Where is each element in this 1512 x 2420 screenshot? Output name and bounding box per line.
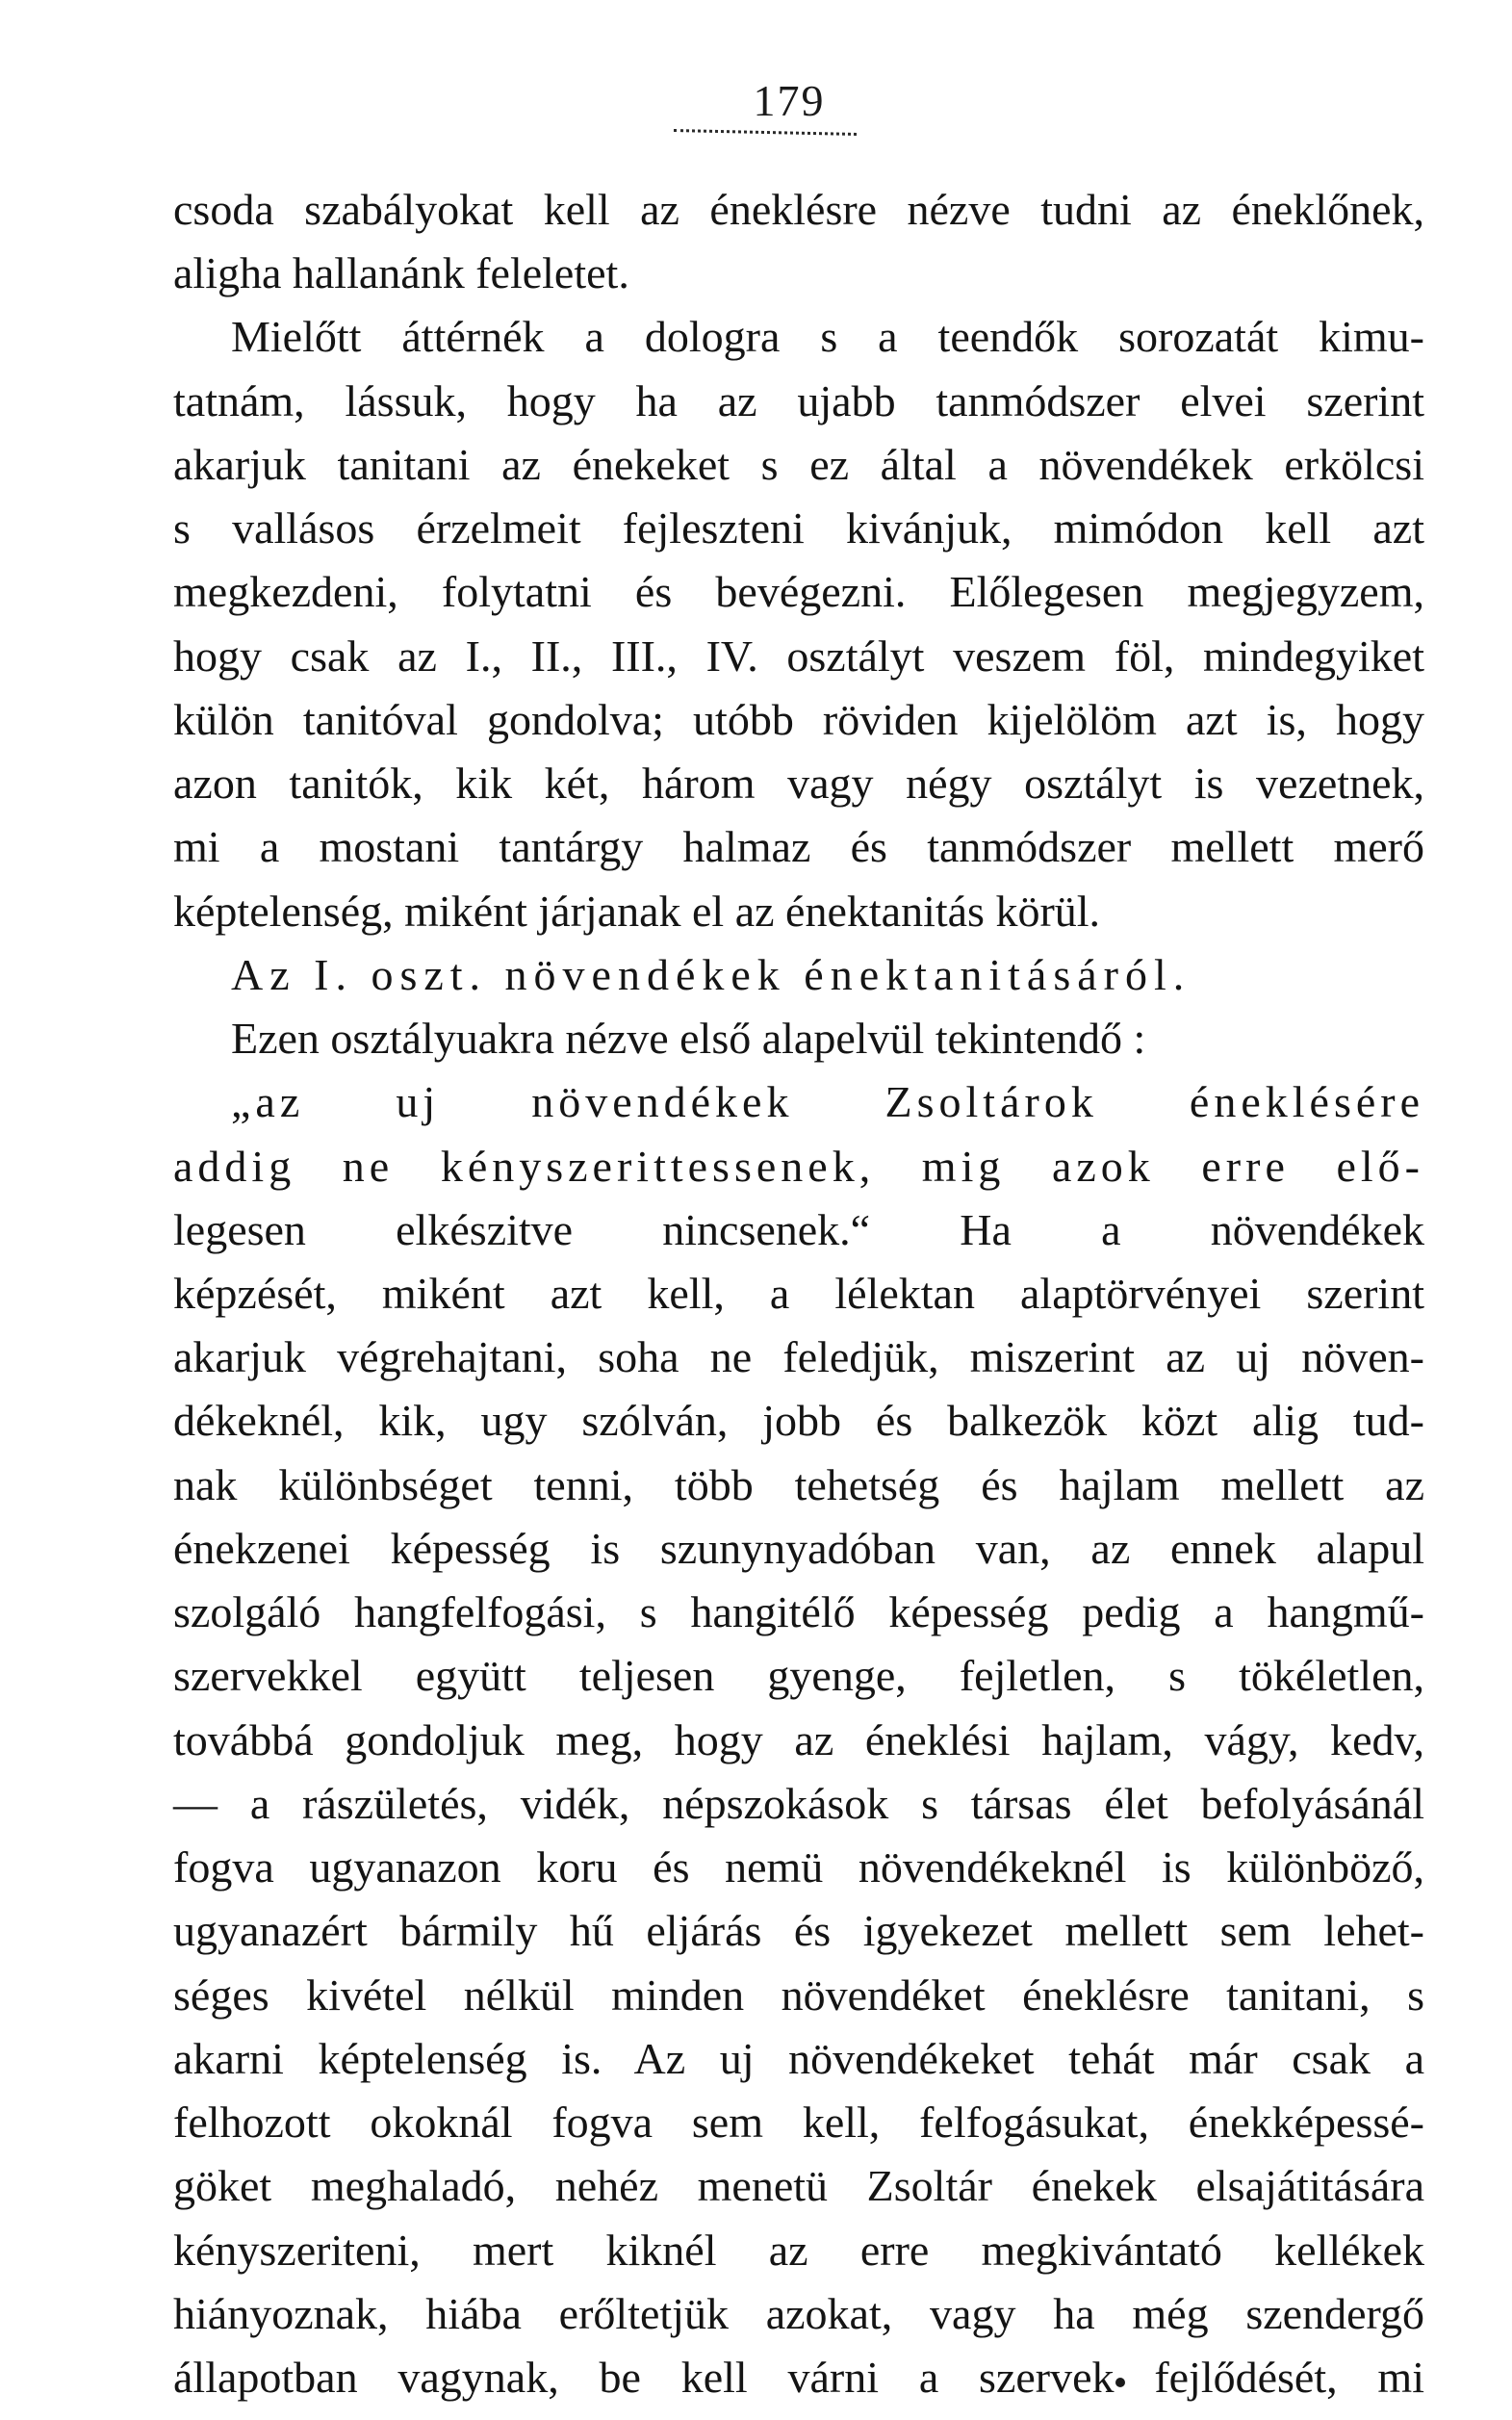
text-line: dékeknél, kik, ugy szólván, jobb és balkezök közt alig tud-: [173, 1396, 1424, 1445]
text-line: fogva ugyanazon koru és nemü növendékeknél is különböző,: [173, 1842, 1424, 1892]
text-line: ugyanazért bármily hű eljárás és igyekezet mellett sem lehet-: [173, 1906, 1424, 1955]
page-number-ornament-rule: [674, 129, 857, 136]
text-line: megkezdeni, folytatni és bevégezni. Előlegesen megjegyzem,: [173, 567, 1424, 616]
text-line: továbbá gondoljuk meg, hogy az éneklési hajlam, vágy, kedv,: [173, 1715, 1424, 1764]
text-line: akarjuk végrehajtani, soha ne feledjük, miszerint az uj növen-: [173, 1332, 1424, 1381]
text-line: séges kivétel nélkül minden növendéket éneklésre tanitani, s: [173, 1970, 1424, 2020]
text-line: s vallásos érzelmeit fejleszteni kivánjuk, mimódon kell azt: [173, 503, 1424, 553]
text-line: „az uj növendékek Zsoltárok éneklésére: [231, 1077, 1424, 1126]
text-line: mi a mostani tantárgy halmaz és tanmódszer mellett merő: [173, 822, 1424, 871]
text-line: Mielőtt áttérnék a dologra s a teendők sorozatát kimu-: [231, 312, 1424, 361]
text-line: azon tanitók, kik két, három vagy négy osztályt is vezetnek,: [173, 759, 1424, 808]
section-heading: Az I. oszt. növendékek énektanitásáról.: [231, 950, 1192, 999]
text-line: szolgáló hangfelfogási, s hangitélő képesség pedig a hangmű-: [173, 1587, 1424, 1636]
text-line: énekzenei képesség is szunynyadóban van, az ennek alapul: [173, 1524, 1424, 1573]
text-line: Ezen osztályuakra nézve első alapelvül tekintendő :: [231, 1014, 1146, 1063]
text-line: képtelenség, miként járjanak el az énektanitás körül.: [173, 887, 1101, 936]
text-line: felhozott okoknál fogva sem kell, felfogásukat, énekképessé-: [173, 2098, 1424, 2147]
page-number: 179: [753, 76, 826, 125]
text-line: aligha hallanánk feleletet.: [173, 248, 629, 297]
text-line: nak különbséget tenni, több tehetség és hajlam mellett az: [173, 1460, 1424, 1509]
text-line: hogy csak az I., II., III., IV. osztályt veszem föl, mindegyiket: [173, 631, 1424, 681]
text-line: csoda szabályokat kell az éneklésre nézve tudni az éneklőnek,: [173, 185, 1424, 234]
text-line: szervekkel együtt teljesen gyenge, fejletlen, s tökéletlen,: [173, 1651, 1424, 1700]
text-line: akarni képtelenség is. Az uj növendékeket tehát már csak a: [173, 2034, 1424, 2083]
text-line: legesen elkészitve nincsenek.“ Ha a növendékek: [173, 1205, 1424, 1254]
text-line: kényszeriteni, mert kiknél az erre megkivántató kellékek: [173, 2226, 1424, 2275]
text-line: — a rászületés, vidék, népszokások s társas élet befolyásánál: [173, 1779, 1424, 1828]
text-line: állapotban vagynak, be kell várni a szervek fejlődését, mi: [173, 2353, 1424, 2402]
text-line: hiányoznak, hiába erőltetjük azokat, vagy ha még szendergő: [173, 2289, 1424, 2338]
text-line: külön tanitóval gondolva; utóbb röviden kijelölöm azt is, hogy: [173, 695, 1424, 744]
text-line: addig ne kényszerittessenek, mig azok erre elő-: [173, 1142, 1424, 1191]
text-line: tatnám, lássuk, hogy ha az ujabb tanmódszer elvei szerint: [173, 376, 1424, 425]
text-line: akarjuk tanitani az énekeket s ez által a növendékek erkölcsi: [173, 440, 1424, 489]
text-line: göket meghaladó, nehéz menetü Zsoltár énekek elsajátitására: [173, 2161, 1424, 2210]
text-line: képzését, miként azt kell, a lélektan alaptörvényei szerint: [173, 1269, 1424, 1318]
